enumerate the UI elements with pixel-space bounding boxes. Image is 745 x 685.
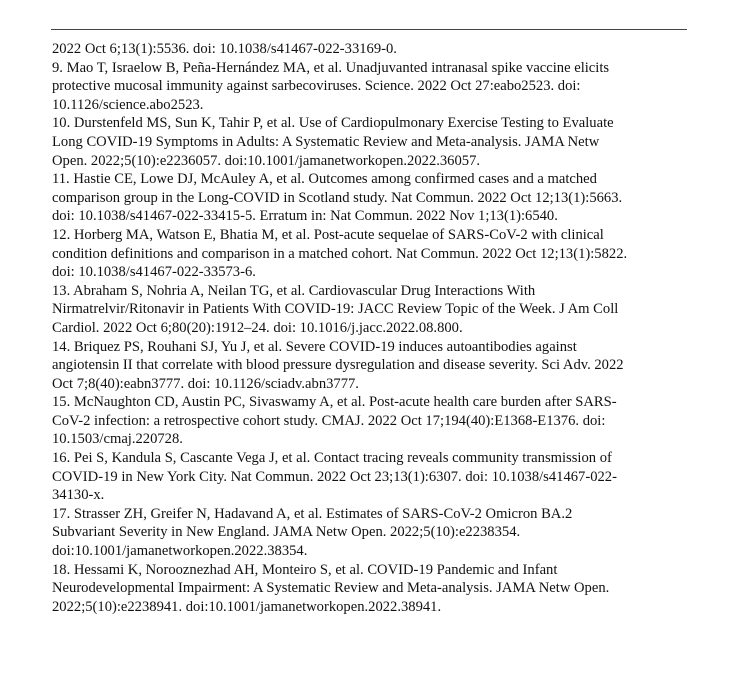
reference-line: 14. Briquez PS, Rouhani SJ, Yu J, et al. Severe COVID-19 induces autoantibodies against <box>52 338 577 355</box>
reference-line: doi:10.1001/jamanetworkopen.2022.38354. <box>52 543 308 560</box>
top-rule <box>51 29 687 30</box>
reference-line: Oct 7;8(40):eabn3777. doi: 10.1126/sciadv.abn3777. <box>52 375 359 392</box>
reference-line: 13. Abraham S, Nohria A, Neilan TG, et al. Cardiovascular Drug Interactions With <box>52 282 536 299</box>
reference-line: 10.1503/cmaj.220728. <box>52 431 183 448</box>
reference-line: Cardiol. 2022 Oct 6;80(20):1912–24. doi: 10.1016/j.jacc.2022.08.800. <box>52 319 463 336</box>
reference-line: 11. Hastie CE, Lowe DJ, McAuley A, et al. Outcomes among confirmed cases and a matched <box>52 171 597 188</box>
reference-line: Open. 2022;5(10):e2236057. doi:10.1001/jamanetworkopen.2022.36057. <box>52 152 481 169</box>
reference-line: 15. McNaughton CD, Austin PC, Sivaswamy A, et al. Post-acute health care burden after SARS- <box>52 394 617 411</box>
reference-line: doi: 10.1038/s41467-022-33415-5. Erratum in: Nat Commun. 2022 Nov 1;13(1):6540. <box>52 208 558 225</box>
reference-line: Long COVID-19 Symptoms in Adults: A Systematic Review and Meta-analysis. JAMA Netw <box>52 133 600 150</box>
reference-line: COVID-19 in New York City. Nat Commun. 2022 Oct 23;13(1):6307. doi: 10.1038/s41467-022- <box>52 468 617 485</box>
reference-line: condition definitions and comparison in a matched cohort. Nat Commun. 2022 Oct 12;13(1):5822. <box>52 245 628 262</box>
reference-9 <box>52 59 692 115</box>
reference-12 <box>52 226 692 282</box>
reference-14 <box>52 338 692 394</box>
reference-line: doi: 10.1038/s41467-022-33573-6. <box>52 264 256 281</box>
reference-10 <box>52 114 692 170</box>
reference-13 <box>52 282 692 338</box>
reference-line: 10.1126/science.abo2523. <box>52 96 204 113</box>
reference-16 <box>52 449 692 505</box>
reference-line: angiotensin II that correlate with blood pressure dysregulation and disease severity. Sci Adv. 2022 <box>52 357 624 374</box>
reference-line: comparison group in the Long-COVID in Scotland study. Nat Commun. 2022 Oct 12;13(1):5663. <box>52 189 623 206</box>
reference-line: Subvariant Severity in New England. JAMA Netw Open. 2022;5(10):e2238354. <box>52 524 521 541</box>
reference-17 <box>52 505 692 561</box>
reference-line: CoV-2 infection: a retrospective cohort study. CMAJ. 2022 Oct 17;194(40):E1368-E1376. doi: <box>52 412 606 429</box>
reference-list <box>52 40 692 616</box>
reference-line: 9. Mao T, Israelow B, Peña-Hernández MA, et al. Unadjuvanted intranasal spike vaccine elicits <box>52 59 610 76</box>
reference-11 <box>52 170 692 226</box>
reference-line: 12. Horberg MA, Watson E, Bhatia M, et al. Post-acute sequelae of SARS-CoV-2 with clinical <box>52 226 604 243</box>
reference-line: Nirmatrelvir/Ritonavir in Patients With COVID-19: JACC Review Topic of the Week. J Am Coll <box>52 301 619 318</box>
reference-line: 34130-x. <box>52 487 105 504</box>
reference-18 <box>52 561 692 617</box>
reference-line: 18. Hessami K, Norooznezhad AH, Monteiro S, et al. COVID-19 Pandemic and Infant <box>52 561 558 578</box>
reference-line: 10. Durstenfeld MS, Sun K, Tahir P, et al. Use of Cardiopulmonary Exercise Testing to Evaluate <box>52 115 614 132</box>
reference-line: 17. Strasser ZH, Greifer N, Hadavand A, et al. Estimates of SARS-CoV-2 Omicron BA.2 <box>52 505 573 522</box>
reference-line: 2022 Oct 6;13(1):5536. doi: 10.1038/s41467-022-33169-0. <box>52 41 397 57</box>
reference-continued <box>52 40 692 59</box>
reference-line: 2022;5(10):e2238941. doi:10.1001/jamanetworkopen.2022.38941. <box>52 598 442 615</box>
reference-line: Neurodevelopmental Impairment: A Systematic Review and Meta-analysis. JAMA Netw Open. <box>52 580 610 597</box>
reference-15 <box>52 393 692 449</box>
reference-line: protective mucosal immunity against sarbecoviruses. Science. 2022 Oct 27:eabo2523. doi: <box>52 78 581 95</box>
reference-line: 16. Pei S, Kandula S, Cascante Vega J, et al. Contact tracing reveals community transmission of <box>52 450 612 467</box>
